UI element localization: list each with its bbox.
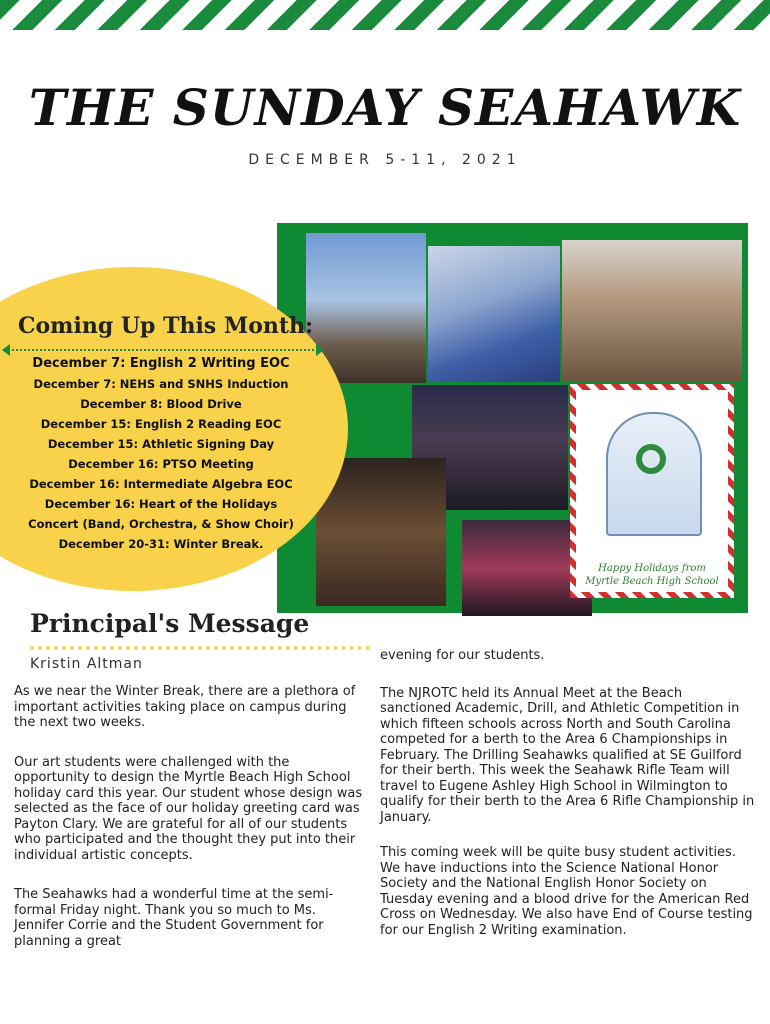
message-column-left (14, 684, 364, 949)
upcoming-title: Coming Up This Month: (18, 313, 314, 339)
principal-message-title: Principal's Message (30, 609, 310, 638)
gingerbread-house-photo (562, 240, 742, 382)
card-greeting-line2: Myrtle Beach High School (585, 576, 719, 587)
issue-date: DECEMBER 5-11, 2021 (248, 152, 522, 168)
card-greeting (582, 562, 722, 588)
event-item: December 16: PTSO Meeting (68, 457, 254, 471)
card-greeting-line1: Happy Holidays from (598, 563, 706, 574)
event-item: December 20-31: Winter Break. (58, 537, 264, 551)
upcoming-events-list (0, 354, 322, 554)
paragraph: The NJROTC held its Annual Meet at the Beach sanctioned Academic, Drill, and Athletic Competition in which fifteen schools across North and South Carolina competed for a berth to the Area 6 Championships in February. The Drilling Seahawks qualified at SE Guilford for their berth. This week the Seahawk Rifle Team will travel to Eugene Ashley High School in Wilmington to qualify for their berth to the Area 6 Rifle Championship in January. (380, 685, 755, 825)
dotted-divider (30, 646, 370, 650)
students-paint-photo (428, 246, 560, 382)
event-item: December 16: Intermediate Algebra EOC (29, 477, 293, 491)
event-item: December 15: Athletic Signing Day (47, 437, 275, 451)
paragraph: As we near the Winter Break, there are a plethora of important activities taking place on campus during the next two weeks. (14, 684, 356, 730)
wreath-icon (636, 444, 666, 474)
paragraph: This coming week will be quite busy student activities. We have inductions into the Science National Honor Society and the National English Honor Society on Tuesday evening and a blood drive for the American Red Cross on Wednesday. We also have End of Course testing for our English 2 Writing examination. (380, 845, 753, 938)
newsletter-title: THE SUNDAY SEAHAWK (28, 78, 742, 137)
header-stripe-border (0, 0, 770, 30)
paragraph: evening for our students. (380, 648, 545, 663)
author-name: Kristin Altman (30, 656, 143, 672)
event-item: December 8: Blood Drive (80, 397, 242, 411)
event-item: December 7: NEHS and SNHS Induction (33, 377, 289, 391)
event-item: Concert (Band, Orchestra, & Show Choir) (28, 517, 294, 531)
event-item: December 16: Heart of the Holidays (44, 497, 278, 511)
paragraph: The Seahawks had a wonderful time at the semi-formal Friday night. Thank you so much to Ms. Jennifer Corrie and the Student Government for planning a great (14, 887, 334, 949)
dotted-divider (8, 349, 318, 351)
paragraph: Our art students were challenged with the opportunity to design the Myrtle Beach High School holiday card this year. Our student whose design was selected as the face of our holiday greeting card was Payton Clary. We are grateful for all of our students who participated and the thought they put into their individual artistic concepts. (14, 754, 363, 863)
message-column-right (380, 648, 756, 938)
holiday-card-image (570, 384, 734, 598)
event-item: December 15: English 2 Reading EOC (40, 417, 282, 431)
door-illustration (606, 412, 702, 536)
event-item: December 7: English 2 Writing EOC (32, 356, 290, 371)
